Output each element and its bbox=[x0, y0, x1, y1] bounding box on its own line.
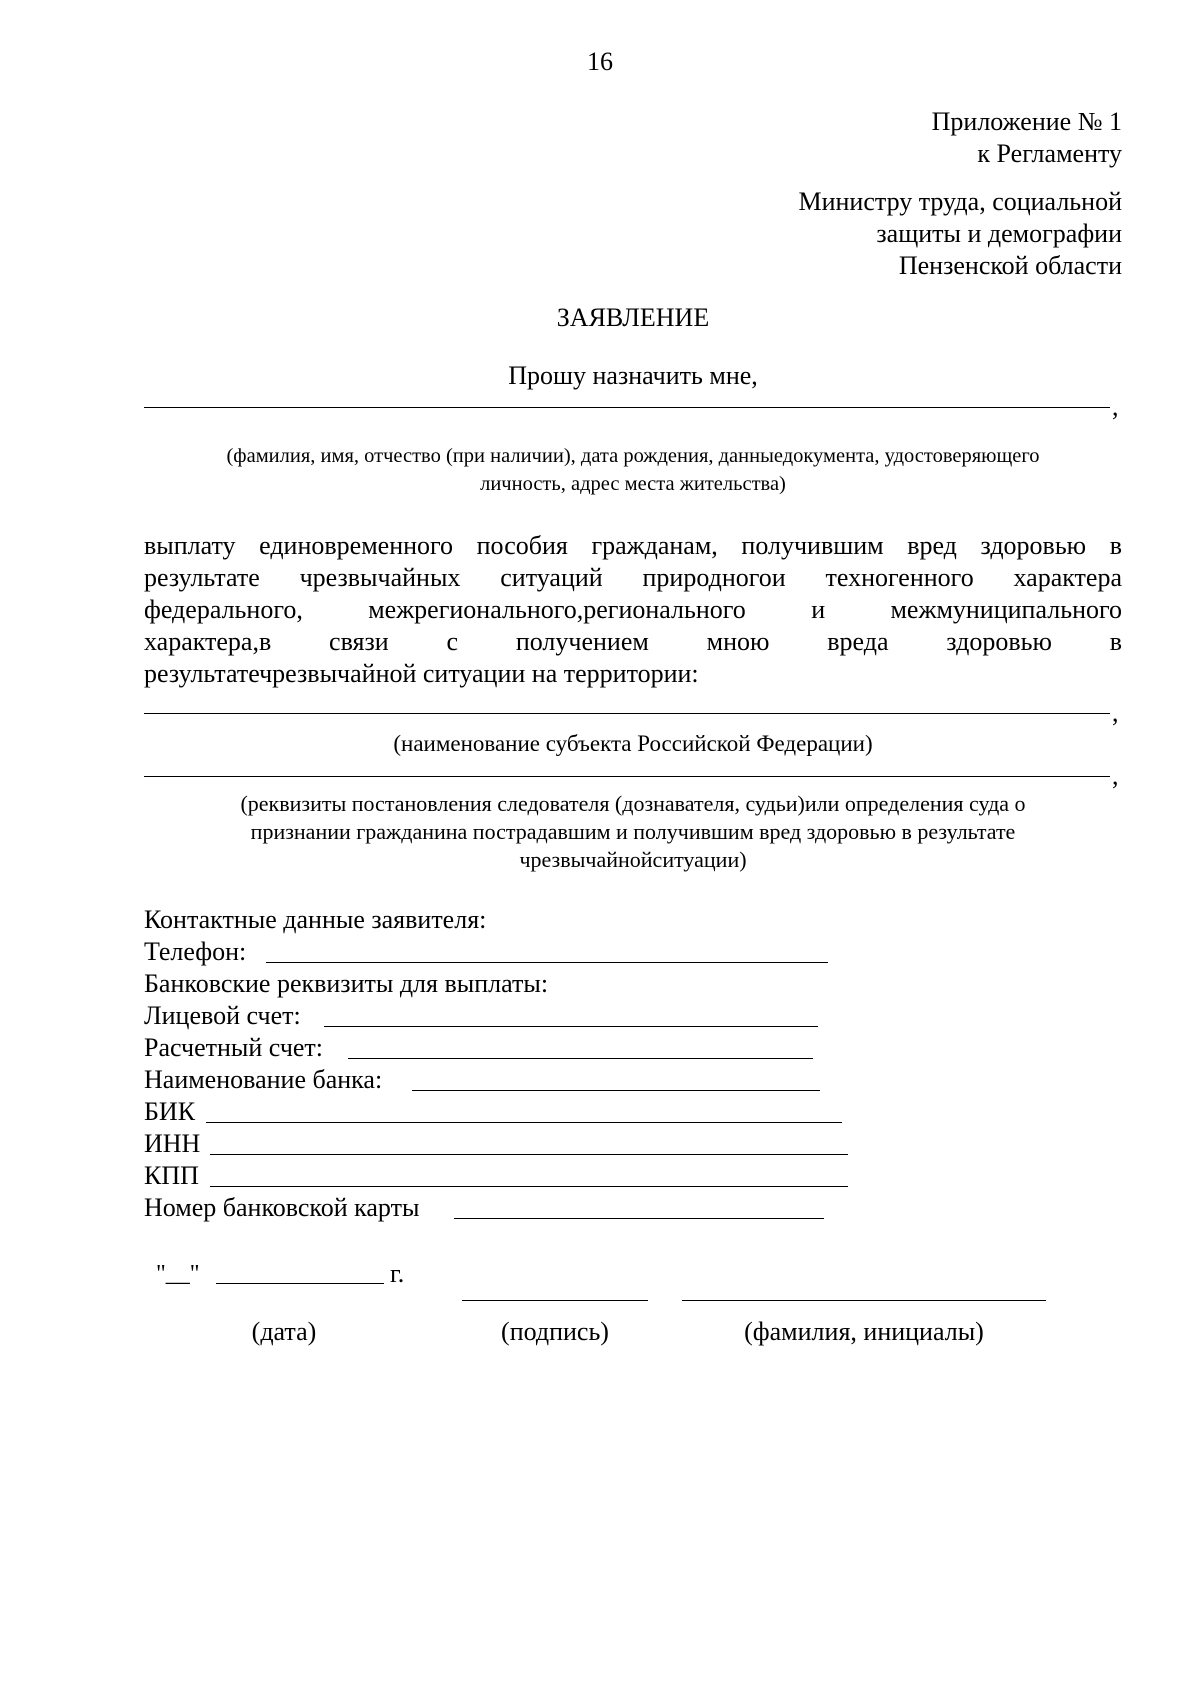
bank-name-label: Наименование банка: bbox=[144, 1065, 383, 1094]
personal-account-field[interactable] bbox=[324, 1026, 818, 1027]
card-number-field[interactable] bbox=[454, 1218, 824, 1219]
decision-line[interactable] bbox=[144, 776, 1110, 777]
body-line-1: выплату единовременного пособия гражданам, получившим вред здоровью в bbox=[144, 531, 1122, 560]
region-hint: (наименование субъекта Российской Федерации) bbox=[393, 731, 873, 756]
body-paragraph bbox=[144, 530, 1122, 690]
region-line-comma: , bbox=[1112, 698, 1119, 727]
page-number: 16 bbox=[587, 47, 613, 76]
addressee-line-3: Пензенской области bbox=[898, 251, 1122, 280]
date-day-quote[interactable]: "__" bbox=[156, 1261, 200, 1287]
signature-caption: (подпись) bbox=[501, 1317, 609, 1346]
bik-label: БИК bbox=[144, 1097, 196, 1126]
body-line-3: федерального, межрегионального,регионального и межмуниципального bbox=[144, 595, 1122, 624]
name-initials-caption: (фамилия, инициалы) bbox=[744, 1317, 984, 1346]
phone-field[interactable] bbox=[266, 962, 828, 963]
date-caption: (дата) bbox=[251, 1317, 317, 1346]
name-initials-field[interactable] bbox=[682, 1300, 1046, 1301]
applicant-hint-line-2: личность, адрес места жительства) bbox=[480, 473, 786, 495]
region-line[interactable] bbox=[144, 713, 1110, 714]
body-line-4: характера,в связи с получением мною вреда здоровью в bbox=[144, 627, 1122, 656]
addressee-line-2: защиты и демографии bbox=[876, 219, 1122, 248]
applicant-hint-line-1: (фамилия, имя, отчество (при наличии), дата рождения, данныедокумента, удостоверяющего bbox=[226, 445, 1040, 467]
personal-account-label: Лицевой счет: bbox=[144, 1001, 301, 1030]
signature-field[interactable] bbox=[462, 1300, 648, 1301]
appendix-line-2: к Регламенту bbox=[977, 139, 1122, 168]
body-line-5: результатечрезвычайной ситуации на территории: bbox=[144, 659, 699, 688]
decision-line-comma: , bbox=[1112, 761, 1119, 790]
applicant-line-comma: , bbox=[1112, 392, 1119, 421]
date-year-suffix: г. bbox=[390, 1259, 405, 1288]
applicant-line[interactable] bbox=[144, 407, 1110, 408]
decision-hint-line-1: (реквизиты постановления следователя (дознавателя, судьи)или определения суда о bbox=[240, 791, 1026, 816]
bank-heading: Банковские реквизиты для выплаты: bbox=[144, 969, 549, 998]
settlement-account-field[interactable] bbox=[348, 1058, 813, 1059]
bik-field[interactable] bbox=[206, 1122, 842, 1123]
kpp-label: КПП bbox=[144, 1161, 199, 1190]
inn-field[interactable] bbox=[210, 1154, 848, 1155]
bank-name-field[interactable] bbox=[412, 1090, 820, 1091]
settlement-account-label: Расчетный счет: bbox=[144, 1033, 324, 1062]
document-title: ЗАЯВЛЕНИЕ bbox=[556, 303, 710, 332]
contacts-heading: Контактные данные заявителя: bbox=[144, 905, 487, 934]
date-month-field[interactable] bbox=[216, 1283, 384, 1284]
kpp-field[interactable] bbox=[210, 1186, 848, 1187]
appendix-line-1: Приложение № 1 bbox=[931, 107, 1122, 136]
addressee-line-1: Министру труда, социальной bbox=[798, 187, 1122, 216]
request-intro: Прошу назначить мне, bbox=[508, 361, 758, 390]
decision-hint-line-2: признании гражданина пострадавшим и получившим вред здоровью в результате bbox=[250, 819, 1016, 844]
decision-hint-line-3: чрезвычайнойситуации) bbox=[519, 847, 747, 872]
inn-label: ИНН bbox=[144, 1129, 201, 1158]
body-line-2: результате чрезвычайных ситуаций природногои техногенного характера bbox=[144, 563, 1122, 592]
phone-label: Телефон: bbox=[144, 937, 247, 966]
card-number-label: Номер банковской карты bbox=[144, 1193, 420, 1222]
